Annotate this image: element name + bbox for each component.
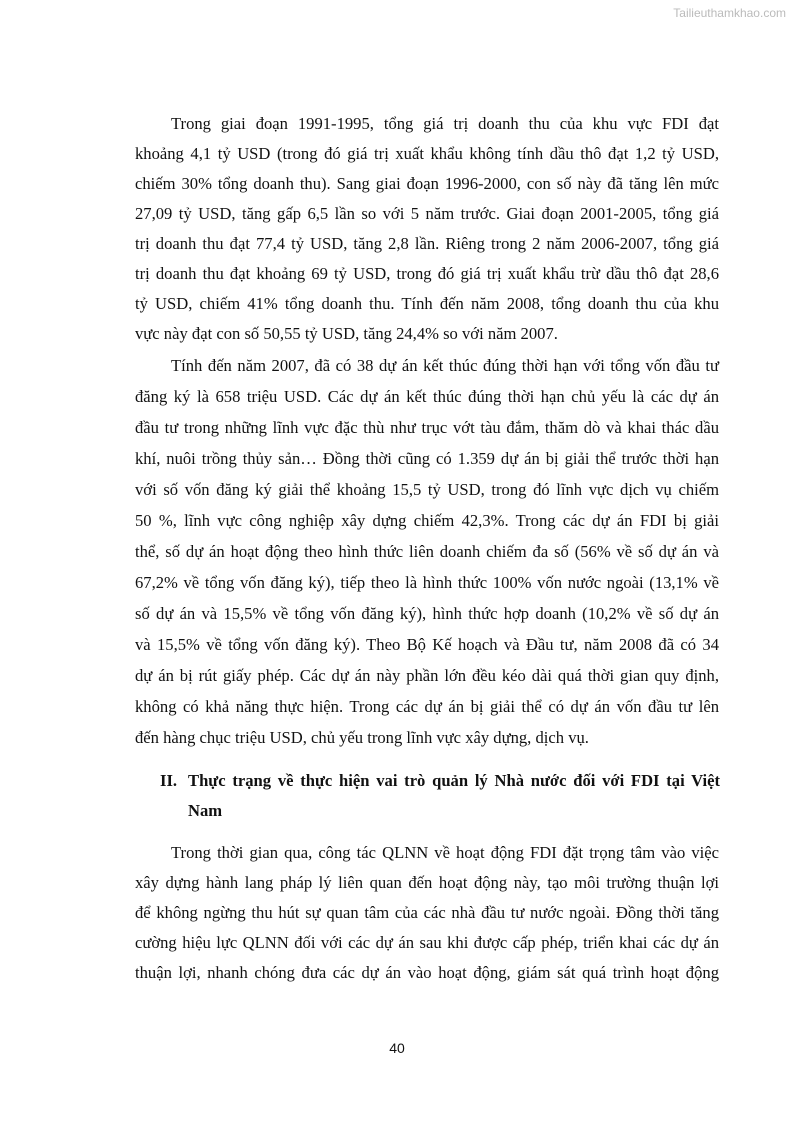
text-line: Trong giai đoạn 1991-1995, tổng giá trị doanh thu của khu vực FDI đạt — [171, 114, 719, 133]
text-line: 27,09 tỷ USD, tăng gấp 6,5 lần so với 5 năm trước. Giai đoạn 2001-2005, tổng giá — [135, 204, 719, 223]
text-line: để không ngừng thu hút sự quan tâm của các nhà đầu tư nước ngoài. Đồng thời tăng — [135, 903, 719, 922]
text-line: trị doanh thu đạt 77,4 tỷ USD, tăng 2,8 lần. Riêng trong 2 năm 2006-2007, tổng giá — [135, 234, 719, 253]
section-heading — [160, 766, 720, 826]
text-line: và 15,5% về tổng vốn đăng ký). Theo Bộ Kế hoạch và Đầu tư, năm 2008 đã có 34 — [135, 635, 719, 654]
text-line: khí, nuôi trồng thủy sản… Đồng thời cũng có 1.359 dự án bị giải thể trước thời hạn — [135, 449, 719, 468]
text-line: số dự án và 15,5% về tổng vốn đăng ký), hình thức hợp doanh (10,2% về số dự án — [135, 604, 719, 623]
text-line: khoảng 4,1 tỷ USD (trong đó giá trị xuất khẩu không tính dầu thô đạt 1,2 tỷ USD, — [135, 144, 719, 163]
paragraph-management — [135, 838, 719, 988]
paragraph-revenue — [135, 109, 719, 349]
text-line: đăng ký là 658 triệu USD. Các dự án kết thúc đúng thời hạn chủ yếu là các dự án — [135, 387, 719, 406]
page-number: 40 — [389, 1040, 405, 1056]
text-line: thể, số dự án hoạt động theo hình thức liên doanh chiếm đa số (56% về số dự án và — [135, 542, 719, 561]
text-line: với số vốn đăng ký giải thể khoảng 15,5 tỷ USD, trong đó lĩnh vực dịch vụ chiếm — [135, 480, 719, 499]
text-line: không có khả năng thực hiện. Trong các dự án bị giải thể có dự án vốn đầu tư lên — [135, 697, 719, 716]
text-line: tỷ USD, chiếm 41% tổng doanh thu. Tính đến năm 2008, tổng doanh thu của khu — [135, 294, 719, 313]
text-line: chiếm 30% tổng doanh thu). Sang giai đoạn 1996-2000, con số này đã tăng lên mức — [135, 174, 719, 193]
heading-line: Thực trạng về thực hiện vai trò quản lý Nhà nước đối với FDI tại Việt — [188, 771, 720, 790]
text-line: trị doanh thu đạt khoảng 69 tỷ USD, trong đó giá trị xuất khẩu trừ dầu thô đạt 28,6 — [135, 264, 719, 283]
heading-line: Nam — [188, 801, 223, 820]
text-line: đến hàng chục triệu USD, chủ yếu trong lĩnh vực xây dựng, dịch vụ. — [135, 728, 589, 747]
text-line: xây dựng hành lang pháp lý liên quan đến hoạt động này, tạo môi trường thuận lợi — [135, 873, 719, 892]
text-line: cường hiệu lực QLNN đối với các dự án sau khi được cấp phép, triển khai các dự án — [135, 933, 719, 952]
text-line: đầu tư trong những lĩnh vực đặc thù như trục vớt tàu đắm, thăm dò và khai thác dầu — [135, 418, 719, 437]
text-line: Trong thời gian qua, công tác QLNN về hoạt động FDI đặt trọng tâm vào việc — [171, 843, 719, 862]
watermark: Tailieuthamkhao.com — [673, 6, 786, 20]
text-line: thuận lợi, nhanh chóng đưa các dự án vào hoạt động, giám sát quá trình hoạt động — [135, 963, 719, 982]
paragraph-projects — [135, 351, 719, 754]
section-number: II. — [160, 771, 178, 790]
text-line: 50 %, lĩnh vực công nghiệp xây dựng chiếm 42,3%. Trong các dự án FDI bị giải — [135, 511, 719, 530]
text-line: 67,2% về tổng vốn đăng ký), tiếp theo là hình thức 100% vốn nước ngoài (13,1% về — [135, 573, 719, 592]
text-line: dự án bị rút giấy phép. Các dự án này phần lớn đều kéo dài quá thời gian quy định, — [135, 666, 719, 685]
text-line: Tính đến năm 2007, đã có 38 dự án kết thúc đúng thời hạn với tổng vốn đầu tư — [171, 356, 719, 375]
text-line: vực này đạt con số 50,55 tỷ USD, tăng 24,4% so với năm 2007. — [135, 324, 558, 343]
